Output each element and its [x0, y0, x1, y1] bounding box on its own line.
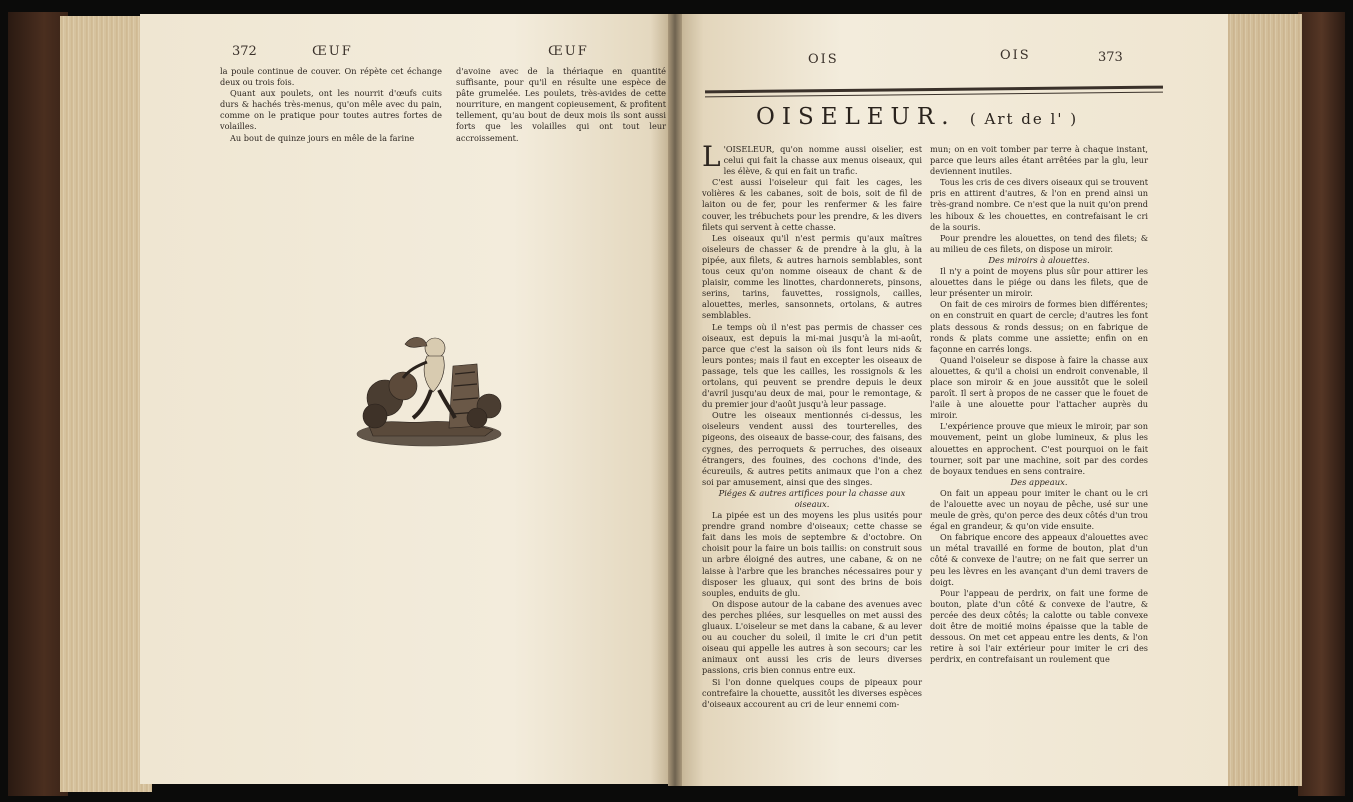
left-col1-para-1: la poule continue de couver. On répète cet échange deux ou trois fois.	[220, 66, 442, 88]
right-col2-para-8: On fait un appeau pour imiter le chant ou le cri de l'alouette avec un noyau de pêche, usé sur une meule de grès, qu'on perce des deux côtés d'un trou égal en grandeur, & qu'on vide ensuite.	[930, 487, 1148, 532]
right-col2-para-6: Quand l'oiseleur se dispose à faire la chasse aux alouettes, & qu'il a choisi un endroit convenable, il place son miroir & en joue aussitôt que le soleil paroît. Il sert à propos de ne casser que le fouet de l'aile à une alouette pour l'attacher auprès du miroir.	[930, 354, 1148, 421]
right-col1-para-2: Les oiseaux qu'il n'est permis qu'aux maîtres oiseleurs de chasser & de prendre à la glu, à la pipée, aux filets, & autres harnois semblables, sont tous ceux qu'on nomme oiseaux de chant & de plaisir, comme les linottes, chardonnerets, pinsons, serins, tarins, fauvettes, rossignols, cailles, alouettes, merles, sansonnets, ortolans, & autres semblables.	[702, 232, 922, 321]
left-col1-para-2: Quant aux poulets, ont les nourrit d'œufs cuits durs & hachés très-menus, qu'on mêle avec du pain, comme on le pratique pour toutes autres fortes de volailles.	[220, 88, 442, 132]
subheading-appeaux: Des appeaux.	[1010, 476, 1068, 487]
right-col2-para-10: Pour l'appeau de perdrix, on fait une forme de bouton, plate d'un côté & convexe de l'autre, & percée des deux côtés; la calotte ou table convexe doit être de moitié moins épaisse que la table de dessous. On met cet appeau entre les dents, & l'on retire à soi l'air extérieur pour imiter le cri des perdrix, en contrefaisant un roulement que	[930, 587, 1148, 665]
page-number-left: 372	[232, 44, 257, 59]
left-page-column-2	[456, 66, 666, 144]
book-gutter	[668, 14, 682, 786]
drop-cap: L	[702, 140, 721, 173]
right-col1-para-7: Si l'on donne quelques coups de pipeaux pour contrefaire la chouette, aussitôt les diverses espèces d'oiseaux accourent au cri de leur ennemi com-	[702, 676, 922, 709]
right-col1-para-3: Le temps où il n'est pas permis de chasser ces oiseaux, est depuis la mi-mai jusqu'à la mi-août, parce que c'est la saison où ils font leurs nids & leurs pontes; mais il faut en excepter les oiseaux de passage, tels que les cailles, les rossignols & les ortolans, qui peuvent se prendre depuis le deux d'avril jusqu'au deux de mai, pour le remontage, & du premier jour d'août jusqu'à leur passage.	[702, 321, 922, 410]
subheading-pieges: Piéges & autres artifices pour la chasse aux oiseaux.	[718, 487, 906, 509]
article-title-main: OISELEUR.	[756, 104, 956, 130]
right-col2-para-7: L'expérience prouve que mieux le miroir, par son mouvement, peint un globe lumineux, & plus les alouettes en approchent. C'est pourquoi on le fait tourner, soit par une machine, soit par des cordes de boyaux tendues en sens contraire.	[930, 421, 1148, 476]
running-head-right-col1: OIS	[808, 52, 839, 67]
article-title-subtitle: ( Art de l' )	[969, 110, 1079, 128]
right-col2-para-4: Il n'y a point de moyens plus sûr pour attirer les alouettes dans le piége ou dans les filets, que de leur présenter un miroir.	[930, 266, 1148, 299]
page-edges-left	[60, 16, 152, 792]
book-cover-right	[1298, 12, 1345, 796]
left-col1-para-3: Au bout de quinze jours en mêle de la farine	[230, 132, 415, 143]
article-title	[756, 104, 1078, 130]
running-head-right-col2: OIS	[1000, 48, 1031, 63]
right-col1-para-1: C'est aussi l'oiseleur qui fait les cages, les volières & les cabanes, soit de bois, soit de fil de laiton ou de fer, pour les renfermer & les faire couver, les trébuchets pour les prendre, & les divers filets qui servent à cette chasse.	[702, 177, 922, 232]
right-col1-para-6: On dispose autour de la cabane des avenues avec des perches pliées, sur lesquelles on met aussi des gluaux. L'oiseleur se met dans la cabane, & au lever ou au coucher du soleil, il imite le cri d'un petit oiseau qui appelle les autres à son secours; car les animaux ont aussi les cris de leurs diverses passions, cris bien connus entre eux.	[702, 598, 922, 676]
left-col2-para-1: d'avoine avec de la thériaque en quantité suffisante, pour qu'il en résulte une espèce de pâte grumelée. Les poulets, très-avides de cette nourriture, en mangent copieusement, & profitent tellement, qu'au bout de deux mois ils sont aussi forts que les volailles qui ont tout leur accroissement.	[456, 66, 666, 143]
right-page-column-2	[930, 144, 1148, 665]
right-col2-para-9: On fabrique encore des appeaux d'alouettes avec un métal travaillé en forme de bouton, plat d'un côté & convexe de l'autre; on ne fait que serrer un peu les lèvres en les avançant d'un demi travers de doigt.	[930, 532, 1148, 587]
running-head-left-col1: ŒUF	[312, 44, 353, 59]
right-col1-intro-text: 'OISELEUR, qu'on nomme aussi oiselier, est celui qui fait la chasse aux menus oiseaux, qui les élève, & qui en fait un trafic.	[723, 144, 922, 177]
left-page-column-1	[220, 66, 442, 144]
right-col2-para-5: On fait de ces miroirs de formes bien différentes; on en construit en quart de cercle; d'autres les font plats dessous & ronds dessus; on en fabrique de ronds & plats comme une assiette; enfin on en façonne en carrés longs.	[930, 299, 1148, 354]
running-head-left-col2: ŒUF	[548, 44, 589, 59]
subheading-miroirs: Des miroirs à alouettes.	[988, 254, 1090, 265]
page-number-right: 373	[1098, 50, 1123, 65]
right-col1-intro	[702, 140, 922, 177]
cherub-vignette-engraving	[355, 326, 503, 452]
page-edges-right	[1222, 14, 1302, 786]
right-page-column-1	[702, 140, 922, 710]
right-col2-para-3: Pour prendre les alouettes, on tend des filets; & au milieu de ces filets, on dispose un miroir.	[930, 232, 1148, 254]
right-col1-para-5: La pipée est un des moyens les plus usités pour prendre grand nombre d'oiseaux; cette chasse se fait dans les mois de septembre & d'octobre. On choisit pour la faire un bois taillis: on construit sous un arbre éloigné des autres, une cabane, & on ne laisse à l'arbre que les branches nécessaires pour y disposer les gluaux, qui sont des brins de bois souples, enduits de glu.	[702, 510, 922, 598]
right-col1-para-4: Outre les oiseaux mentionnés ci-dessus, les oiseleurs vendent aussi des tourterelles, des pigeons, des oiseaux de basse-cour, des faisans, des cygnes, des perroquets & perruches, des oiseaux étrangers, des fouines, des cochons d'inde, des écureuils, & autres petits animaux que l'on a chez soi par amusement, ainsi que des singes.	[702, 410, 922, 487]
right-col2-para-2: Tous les cris de ces divers oiseaux qui se trouvent pris en attirent d'autres, & l'on en prend ainsi un très-grand nombre. Ce n'est que la nuit qu'on prend les hiboux & les chouettes, en contrefaisant le cri de la souris.	[930, 177, 1148, 232]
right-col2-para-1: mun; on en voit tomber par terre à chaque instant, parce que leurs ailes étant arrêtées par la glu, leur deviennent inutiles.	[930, 144, 1148, 177]
book-cover-left	[8, 12, 68, 796]
